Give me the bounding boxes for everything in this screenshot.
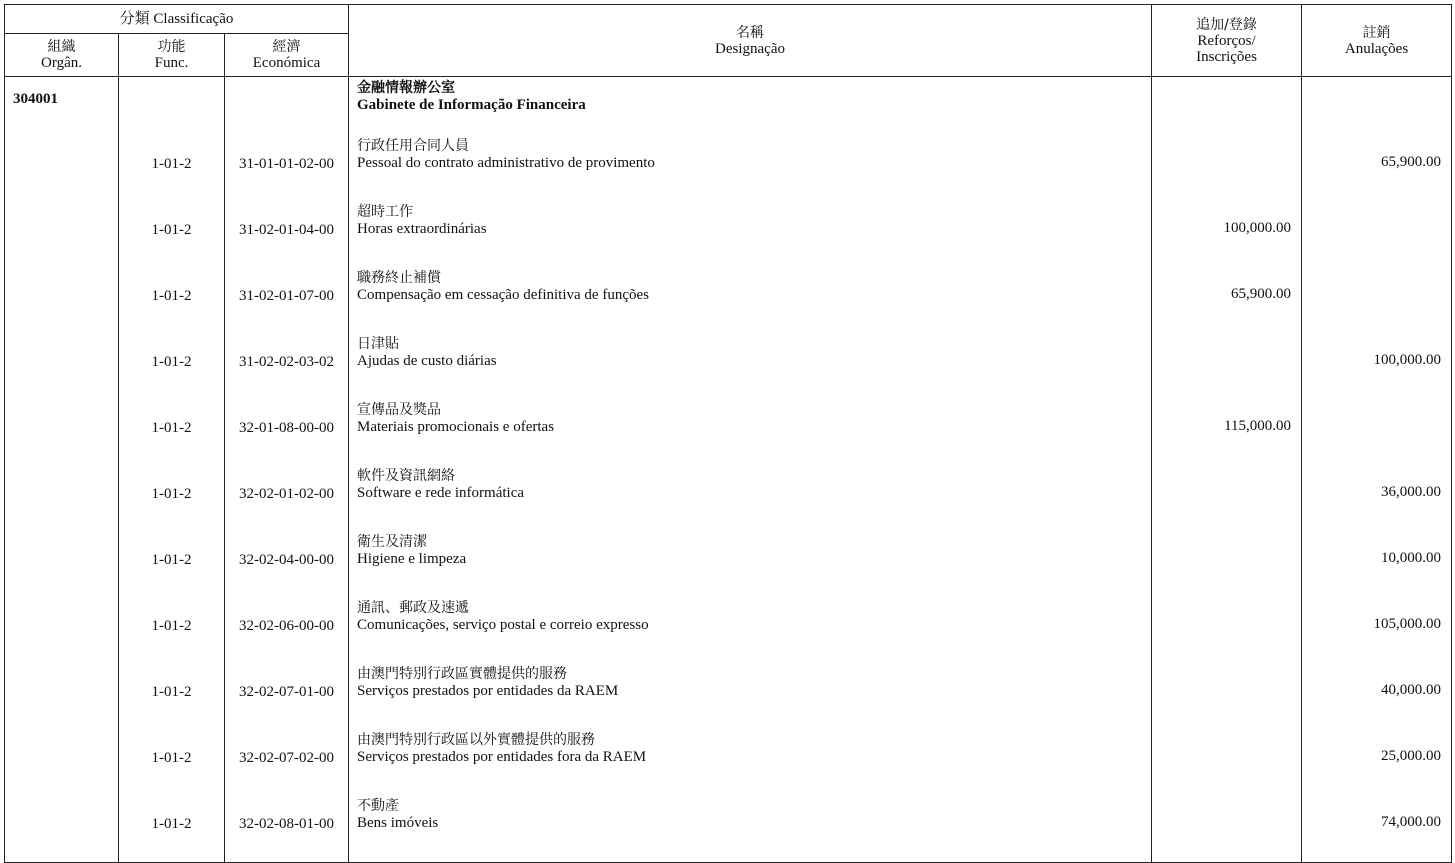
designation-cell (349, 399, 1152, 465)
table-body (5, 77, 1452, 863)
annulment-amount: 100,000.00 (1302, 333, 1452, 399)
reinforcement-amount (1152, 531, 1302, 597)
func-header: 功能 Func. (119, 34, 225, 77)
econ-header: 經濟 Económica (225, 34, 349, 77)
designation-pt: Ajudas de custo diárias (357, 353, 497, 369)
annulment-amount (1302, 201, 1452, 267)
table-row (5, 597, 1452, 663)
designation-pt: Software e rede informática (357, 485, 525, 501)
annulment-amount: 36,000.00 (1302, 465, 1452, 531)
func-code: 1-01-2 (119, 267, 225, 333)
designation-pt: Higiene e limpeza (357, 551, 467, 567)
reinforcement-amount (1152, 663, 1302, 729)
designation-zh: 超時工作 (357, 204, 414, 220)
func-code: 1-01-2 (119, 729, 225, 795)
designation-zh: 宣傳品及獎品 (357, 402, 442, 418)
reinforcement-amount: 100,000.00 (1152, 201, 1302, 267)
designation-pt: Compensação em cessação definitiva de funções (357, 287, 649, 303)
func-code: 1-01-2 (119, 531, 225, 597)
designation-pt: Serviços prestados por entidades fora da RAEM (357, 749, 647, 765)
designation-zh: 職務終止補償 (357, 270, 442, 286)
econ-code: 31-02-01-04-00 (225, 201, 349, 267)
designation-cell (349, 135, 1152, 201)
reinforcement-amount (1152, 135, 1302, 201)
org-name-pt: Gabinete de Informação Financeira (357, 97, 586, 113)
budget-table-page (4, 4, 1451, 832)
reinforcement-amount (1152, 333, 1302, 399)
budget-table (4, 4, 1452, 863)
econ-code: 32-02-06-00-00 (225, 597, 349, 663)
annulment-amount (1302, 399, 1452, 465)
org-designation (349, 77, 1152, 136)
designation-cell (349, 531, 1152, 597)
annulment-amount: 10,000.00 (1302, 531, 1452, 597)
table-row (5, 531, 1452, 597)
table-row (5, 795, 1452, 863)
table-row (5, 333, 1452, 399)
table-row (5, 729, 1452, 795)
designation-zh: 由澳門特別行政區以外實體提供的服務 (357, 732, 596, 748)
designation-pt: Materiais promocionais e ofertas (357, 419, 555, 435)
func-code: 1-01-2 (119, 663, 225, 729)
annulment-amount (1302, 267, 1452, 333)
econ-code: 32-01-08-00-00 (225, 399, 349, 465)
designation-zh: 行政任用合同人員 (357, 138, 470, 154)
table-row (5, 267, 1452, 333)
econ-code: 32-02-01-02-00 (225, 465, 349, 531)
annulment-amount: 105,000.00 (1302, 597, 1452, 663)
annulment-amount: 25,000.00 (1302, 729, 1452, 795)
table-header (5, 5, 1452, 77)
designation-zh: 衛生及清潔 (357, 534, 428, 550)
table-row (5, 399, 1452, 465)
econ-code: 31-01-01-02-00 (225, 135, 349, 201)
designation-cell (349, 795, 1152, 863)
designation-cell (349, 333, 1152, 399)
reinforcement-amount (1152, 795, 1302, 863)
reinforcement-amount (1152, 729, 1302, 795)
org-code: 304001 (5, 77, 119, 136)
designation-pt: Pessoal do contrato administrativo de provimento (357, 155, 655, 171)
designation-zh: 日津貼 (357, 336, 400, 352)
func-code: 1-01-2 (119, 465, 225, 531)
org-name-zh: 金融情報辦公室 (357, 80, 456, 96)
econ-code: 32-02-04-00-00 (225, 531, 349, 597)
table-row (5, 201, 1452, 267)
designation-header: 名稱 Designação (349, 5, 1152, 77)
func-code: 1-01-2 (119, 201, 225, 267)
func-code: 1-01-2 (119, 795, 225, 863)
annulment-amount: 40,000.00 (1302, 663, 1452, 729)
designation-cell (349, 663, 1152, 729)
annulment-amount: 65,900.00 (1302, 135, 1452, 201)
org-header: 組織 Orgân. (5, 34, 119, 77)
designation-pt: Comunicações, serviço postal e correio expresso (357, 617, 649, 633)
designation-cell (349, 597, 1152, 663)
org-row (5, 77, 1452, 136)
table-row (5, 465, 1452, 531)
designation-pt: Bens imóveis (357, 815, 439, 831)
designation-cell (349, 729, 1152, 795)
table-row (5, 135, 1452, 201)
designation-cell (349, 465, 1152, 531)
annulment-amount: 74,000.00 (1302, 795, 1452, 863)
reinforcement-amount (1152, 465, 1302, 531)
annulment-header: 註銷 Anulações (1302, 5, 1452, 77)
func-code: 1-01-2 (119, 597, 225, 663)
econ-code: 31-02-02-03-02 (225, 333, 349, 399)
designation-pt: Serviços prestados por entidades da RAEM (357, 683, 619, 699)
econ-code: 31-02-01-07-00 (225, 267, 349, 333)
econ-code: 32-02-08-01-00 (225, 795, 349, 863)
designation-pt: Horas extraordinárias (357, 221, 487, 237)
designation-zh: 由澳門特別行政區實體提供的服務 (357, 666, 568, 682)
reinforcement-amount: 115,000.00 (1152, 399, 1302, 465)
econ-code: 32-02-07-02-00 (225, 729, 349, 795)
designation-cell (349, 201, 1152, 267)
reinforcement-amount: 65,900.00 (1152, 267, 1302, 333)
designation-zh: 不動產 (357, 798, 400, 814)
designation-cell (349, 267, 1152, 333)
func-code: 1-01-2 (119, 399, 225, 465)
reinforcement-header: 追加/登錄 Reforços/ Inscrições (1152, 5, 1302, 77)
econ-code: 32-02-07-01-00 (225, 663, 349, 729)
func-code: 1-01-2 (119, 333, 225, 399)
designation-zh: 通訊、郵政及速遞 (357, 600, 470, 616)
func-code: 1-01-2 (119, 135, 225, 201)
reinforcement-amount (1152, 597, 1302, 663)
designation-zh: 軟件及資訊網絡 (357, 468, 456, 484)
table-row (5, 663, 1452, 729)
classification-header: 分類 Classificação (5, 5, 349, 34)
